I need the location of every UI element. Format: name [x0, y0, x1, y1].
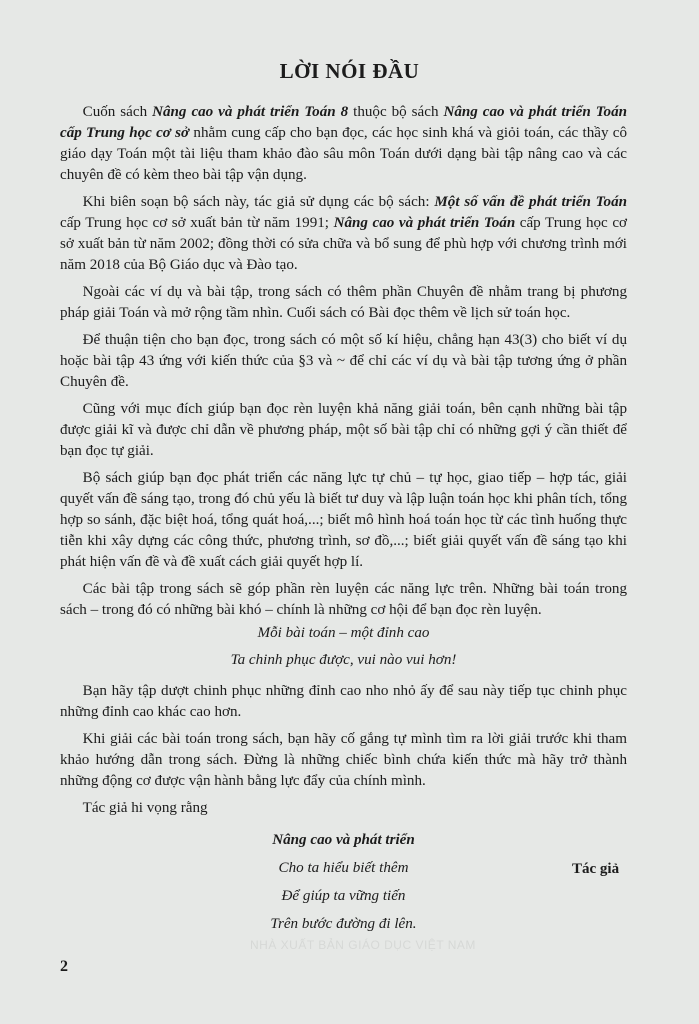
closing-line: Để giúp ta vững tiến — [281, 888, 406, 904]
paragraph-7: Các bài tập trong sách sẽ góp phần rèn luyện các năng lực trên. Những bài toán trong sách – trong đó có những bài khó – chính là những cơ hội để bạn đọc rèn luyện. — [60, 581, 627, 618]
paragraph-3: Ngoài các ví dụ và bài tập, trong sách có thêm phần Chuyên đề nhằm trang bị phương pháp giải Toán và mở rộng tầm nhìn. Cuối sách có Bài đọc thêm về lịch sử toán học. — [60, 284, 627, 321]
reference-book-1: Một số vấn đề phát triển Toán — [434, 194, 628, 210]
closing-line: Nâng cao và phát triển — [272, 832, 415, 848]
paragraph-10: Tác giả hi vọng rằng — [82, 800, 208, 816]
verse-line: Ta chinh phục được, vui nào vui hơn! — [230, 652, 457, 668]
verse-line: Mỗi bài toán – một đỉnh cao — [257, 625, 430, 641]
series-title: Nâng cao và phát triển Toán cấp Trung học cơ sở — [60, 104, 628, 141]
page-number: 2 — [60, 958, 68, 975]
paragraph-2: Khi biên soạn bộ sách này, tác giả sử dụng các bộ sách: Một số vấn đề phát triển Toán cấp Trung học cơ sở xuất bản từ năm 1991; Nâng cao và phát triển Toán cấp Trung học cơ sở xuất bản từ năm 2002; đồng thời có sửa chữa và bổ sung để phù hợp với chương trình mới năm 2018 của Bộ Giáo dục và Đào tạo. — [60, 194, 628, 273]
paragraph-4: Để thuận tiện cho bạn đọc, trong sách có một số kí hiệu, chẳng hạn 43(3) cho biết ví dụ hoặc bài tập 43 ứng với kiến thức của §3 và ~ để chỉ các ví dụ và bài tập tương ứng ở phần Chuyên đề. — [60, 332, 627, 390]
closing-line: Trên bước đường đi lên. — [270, 916, 417, 932]
paragraph-1: Cuốn sách Nâng cao và phát triển Toán 8 thuộc bộ sách Nâng cao và phát triển Toán cấp Trung học cơ sở nhằm cung cấp cho bạn đọc, các học sinh khá và giỏi toán, các thầy cô giáo dạy Toán một tài liệu tham khảo đào sâu môn Toán dưới dạng bài tập nâng cao và các chuyên đề có kèm theo bài tập vận dụng. — [60, 104, 628, 183]
paragraph-9: Khi giải các bài toán trong sách, bạn hãy cố gắng tự mình tìm ra lời giải trước khi tham khảo hướng dẫn trong sách. Đừng là những chiếc bình chứa kiến thức mà hãy trở thành những động cơ được vận hành bằng lực đẩy của chính mình. — [60, 731, 627, 789]
verse — [60, 623, 627, 671]
reference-book-2: Nâng cao và phát triển Toán — [333, 215, 516, 231]
page-title: LỜI NÓI ĐẦU — [279, 59, 420, 83]
preface-body — [60, 102, 627, 941]
closing-line: Cho ta hiểu biết thêm — [278, 860, 409, 876]
closing-verse — [60, 829, 627, 935]
book-title: Nâng cao và phát triển Toán 8 — [152, 104, 349, 120]
paragraph-6: Bộ sách giúp bạn đọc phát triển các năng lực tự chủ – tự học, giao tiếp – hợp tác, giải quyết vấn đề sáng tạo, trong đó chủ yếu là biết tư duy và lập luận toán học khi phân tích, tổng hợp so sánh, đặc biệt hoá, tổng quát hoá,...; biết mô hình hoá toán học từ các tình huống thực tiễn khi xây dựng các công thức, phương trình, sơ đồ,...; biết giải quyết vấn đề sáng tạo khi phát hiện vấn đề và đề xuất cách giải quyết hợp lí. — [60, 470, 627, 570]
author-signature: Tác giả — [572, 861, 620, 877]
paragraph-8: Bạn hãy tập dượt chinh phục những đỉnh cao nho nhỏ ấy để sau này tiếp tục chinh phục những đỉnh cao khác cao hơn. — [60, 683, 627, 720]
publisher-watermark: NHÀ XUẤT BẢN GIÁO DỤC VIỆT NAM — [250, 938, 476, 952]
paragraph-5: Cũng với mục đích giúp bạn đọc rèn luyện khả năng giải toán, bên cạnh những bài tập được giải kĩ và được chỉ dẫn về phương pháp, một số bài tập chỉ có những gợi ý cần thiết để bạn đọc tự giải. — [60, 401, 627, 459]
